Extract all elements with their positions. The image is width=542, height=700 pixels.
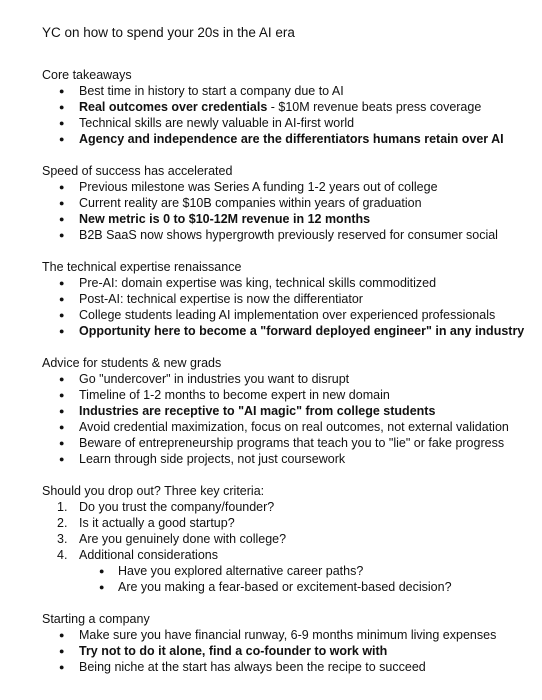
item-text: Post-AI: technical expertise is now the differentiator: [79, 292, 363, 306]
section-heading: Speed of success has accelerated: [42, 164, 233, 178]
bullet-icon: ●: [59, 662, 65, 672]
item-text: Make sure you have financial runway, 6-9 months minimum living expenses: [79, 628, 497, 642]
bullet-list: [42, 371, 522, 467]
section-advice: [42, 355, 522, 467]
item-text: College students leading AI implementation over experienced professionals: [79, 308, 496, 322]
item-number: 4.: [57, 548, 68, 562]
item-text: B2B SaaS now shows hypergrowth previously reserved for consumer social: [79, 228, 498, 242]
section-heading: Should you drop out? Three key criteria:: [42, 484, 265, 498]
list-item: [42, 227, 522, 243]
bullet-icon: ●: [59, 182, 65, 192]
sub-list-item: [42, 563, 522, 579]
item-text: Beware of entrepreneurship programs that teach you to "lie" or fake progress: [79, 436, 505, 450]
section-technical-renaissance: [42, 259, 525, 339]
bullet-icon: ●: [59, 438, 65, 448]
bullet-icon: ●: [59, 326, 65, 336]
bullet-list: [42, 275, 525, 339]
section-heading: Starting a company: [42, 612, 150, 626]
list-item: [42, 99, 522, 115]
list-item: [42, 547, 522, 563]
list-item: [42, 115, 522, 131]
item-bold-text: Try not to do it alone, find a co-founder to work with: [79, 644, 388, 658]
list-item: [42, 371, 522, 387]
section-heading: The technical expertise renaissance: [42, 260, 242, 274]
bullet-icon: ●: [59, 406, 65, 416]
bullet-icon: ●: [59, 630, 65, 640]
item-text: Being niche at the start has always been the recipe to succeed: [79, 660, 426, 674]
item-text: Do you trust the company/founder?: [79, 500, 275, 514]
item-text: Are you genuinely done with college?: [79, 532, 287, 546]
item-text: Best time in history to start a company due to AI: [79, 84, 344, 98]
bullet-icon: ●: [59, 390, 65, 400]
list-item: [42, 499, 522, 515]
list-item: [42, 131, 522, 147]
bullet-icon: ●: [59, 230, 65, 240]
bullet-icon: ●: [59, 310, 65, 320]
bullet-icon: ●: [59, 422, 65, 432]
item-number: 2.: [57, 516, 68, 530]
item-text: Are you making a fear-based or excitement-based decision?: [118, 580, 452, 594]
section-heading: Core takeaways: [42, 68, 132, 82]
item-bold-text: Real outcomes over credentials: [79, 100, 268, 114]
bullet-list: [42, 179, 522, 243]
bullet-icon: ●: [59, 102, 65, 112]
item-text: Current reality are $10B companies within years of graduation: [79, 196, 422, 210]
bullet-icon: ●: [59, 278, 65, 288]
item-text: - $10M revenue beats press coverage: [267, 100, 482, 114]
bullet-icon: ●: [99, 582, 105, 592]
bullet-icon: ●: [59, 134, 65, 144]
bullet-icon: ●: [59, 86, 65, 96]
section-core-takeaways: [42, 67, 522, 147]
list-item: [42, 515, 522, 531]
section-drop-out-criteria: [42, 483, 522, 595]
item-bold-text: Opportunity here to become a "forward deployed engineer" in any industry: [79, 324, 525, 338]
list-item: [42, 435, 522, 451]
list-item: [42, 627, 522, 643]
sub-list-item: [42, 579, 522, 595]
item-text: Additional considerations: [79, 548, 218, 562]
item-text: Pre-AI: domain expertise was king, technical skills commoditized: [79, 276, 437, 290]
bullet-icon: ●: [59, 214, 65, 224]
list-item: [42, 307, 522, 323]
document-title: YC on how to spend your 20s in the AI era: [42, 25, 295, 40]
list-item: [42, 531, 522, 547]
section-speed-of-success: [42, 163, 522, 243]
list-item: [42, 275, 522, 291]
section-starting-company: [42, 611, 522, 675]
list-item: [42, 387, 522, 403]
list-item: [42, 419, 522, 435]
item-text: Go "undercover" in industries you want to disrupt: [79, 372, 350, 386]
list-item: [42, 451, 522, 467]
item-text: Timeline of 1-2 months to become expert in new domain: [79, 388, 390, 402]
item-bold-text: Industries are receptive to "AI magic" from college students: [79, 404, 436, 418]
list-item: [42, 659, 522, 675]
bullet-list: [42, 83, 522, 147]
list-item: [42, 83, 522, 99]
list-item: [42, 291, 522, 307]
section-heading: Advice for students & new grads: [42, 356, 222, 370]
numbered-list: [42, 499, 522, 595]
bullet-icon: ●: [59, 374, 65, 384]
list-item: [42, 323, 525, 339]
list-item: [42, 195, 522, 211]
item-text: Avoid credential maximization, focus on real outcomes, not external validation: [79, 420, 509, 434]
bullet-list: [42, 627, 522, 675]
list-item: [42, 403, 522, 419]
bullet-icon: ●: [59, 454, 65, 464]
list-item: [42, 179, 522, 195]
item-text: Have you explored alternative career paths?: [118, 564, 364, 578]
bullet-icon: ●: [59, 646, 65, 656]
bullet-icon: ●: [99, 566, 105, 576]
list-item: [42, 211, 522, 227]
item-number: 1.: [57, 500, 68, 514]
bullet-icon: ●: [59, 118, 65, 128]
item-bold-text: Agency and independence are the differentiators humans retain over AI: [79, 132, 504, 146]
list-item: [42, 643, 522, 659]
item-number: 3.: [57, 532, 68, 546]
item-bold-text: New metric is 0 to $10-12M revenue in 12 months: [79, 212, 371, 226]
bullet-icon: ●: [59, 198, 65, 208]
item-text: Learn through side projects, not just coursework: [79, 452, 346, 466]
item-text: Technical skills are newly valuable in AI-first world: [79, 116, 355, 130]
item-text: Previous milestone was Series A funding 1-2 years out of college: [79, 180, 438, 194]
bullet-icon: ●: [59, 294, 65, 304]
item-text: Is it actually a good startup?: [79, 516, 235, 530]
